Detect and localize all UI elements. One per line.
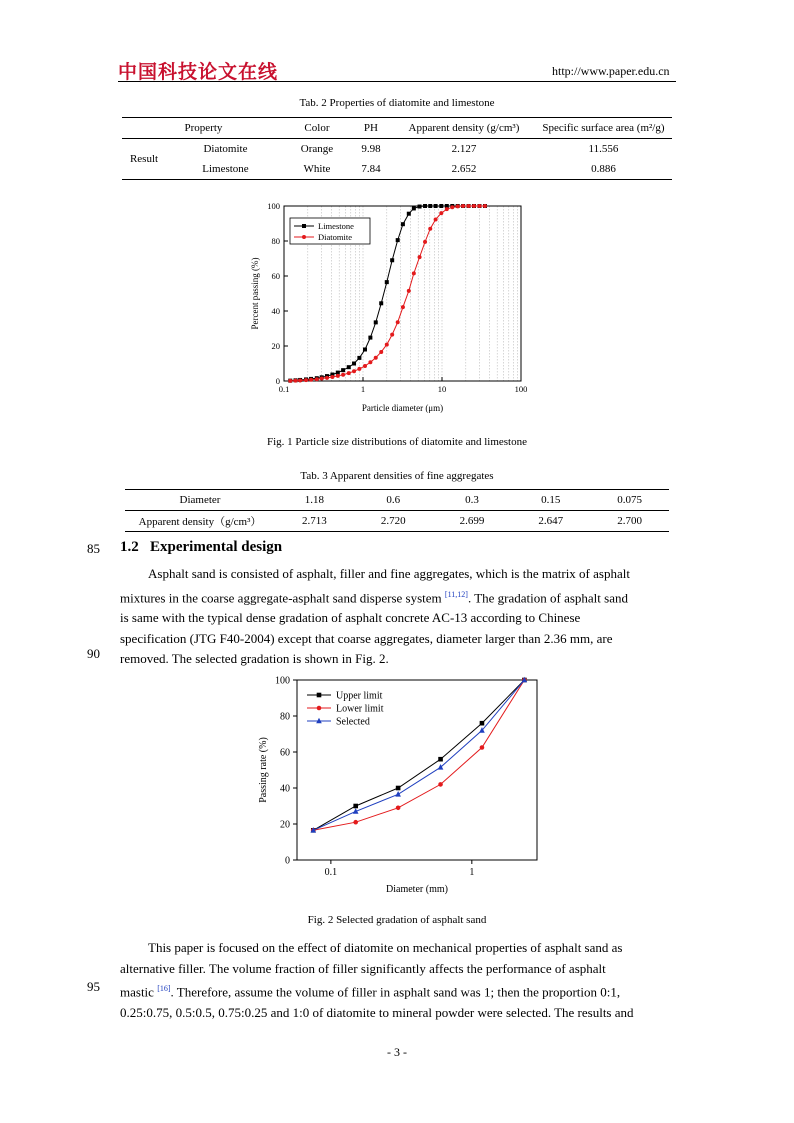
legend-marker	[302, 224, 306, 228]
data-point	[423, 204, 427, 208]
y-axis-label: Passing rate (%)	[258, 737, 269, 803]
table-cell: White	[303, 163, 331, 175]
fig1-chart	[240, 198, 540, 420]
table-cell: 2.720	[380, 515, 406, 527]
data-point	[456, 204, 460, 208]
legend-label: Upper limit	[336, 690, 383, 702]
data-point	[407, 212, 411, 216]
site-url[interactable]: http://www.paper.edu.cn	[552, 64, 670, 78]
data-point	[396, 238, 400, 242]
x-tick-label: 1	[469, 867, 475, 878]
column-header: 0.3	[433, 490, 512, 511]
x-tick-label: 0.1	[324, 867, 338, 878]
y-tick-label: 0	[275, 376, 280, 386]
line-number: 85	[87, 541, 100, 556]
data-point	[353, 820, 358, 825]
section-title: Experimental design	[150, 539, 283, 555]
y-tick-label: 40	[271, 306, 280, 316]
y-tick-label: 80	[271, 236, 280, 246]
section-heading	[120, 539, 282, 556]
paragraph-2	[120, 938, 674, 1023]
text-line: Asphalt sand is consisted of asphalt, filler and fine aggregates, which is the matrix of asphalt	[148, 566, 630, 581]
data-point	[341, 368, 345, 372]
section-number: 1.2	[120, 539, 139, 555]
data-point	[288, 379, 292, 383]
data-point	[401, 222, 405, 226]
data-point	[368, 336, 372, 340]
data-point	[320, 377, 324, 381]
site-logo: 中国科技论文在线	[118, 61, 279, 83]
text-line: removed. The selected gradation is shown in Fig. 2.	[120, 651, 389, 667]
legend-label: Limestone	[318, 221, 354, 231]
column-header: Property	[122, 118, 285, 139]
data-point	[353, 804, 358, 809]
table-row	[122, 139, 672, 160]
table-cell: 2.699	[459, 515, 485, 527]
column-header: Diameter	[125, 490, 275, 511]
text-line: alternative filler. The volume fraction of filler significantly affects the performance of asphalt	[120, 960, 606, 976]
data-point	[434, 217, 438, 221]
data-point	[396, 786, 401, 791]
data-point	[412, 271, 416, 275]
y-tick-label: 40	[280, 783, 290, 795]
data-point	[483, 204, 487, 208]
table-cell: 2.700	[617, 515, 642, 527]
data-point	[428, 204, 432, 208]
data-point	[341, 373, 345, 377]
fig1-caption: Fig. 1 Particle size distributions of diatomite and limestone	[267, 436, 527, 448]
y-tick-label: 100	[267, 201, 280, 211]
data-point	[412, 206, 416, 210]
data-point	[336, 374, 340, 378]
row-label: Apparent density（g/cm³）	[138, 516, 262, 528]
data-point	[347, 371, 351, 375]
data-point	[390, 258, 394, 262]
legend-label: Lower limit	[336, 703, 384, 715]
table-header-row	[125, 490, 669, 511]
table-cell: 2.713	[302, 515, 327, 527]
y-tick-label: 0	[285, 855, 290, 867]
column-header: Apparent density (g/cm³)	[393, 118, 535, 139]
citation-link[interactable]: [16]	[157, 984, 171, 993]
table-cell: 2.647	[538, 515, 564, 527]
data-point	[461, 204, 465, 208]
data-point	[480, 745, 485, 750]
line-number: 90	[87, 646, 100, 661]
data-point	[480, 721, 485, 726]
tab2-caption: Tab. 2 Properties of diatomite and limestone	[299, 97, 495, 109]
column-header: 0.075	[590, 490, 669, 511]
data-point	[401, 305, 405, 309]
data-point	[439, 211, 443, 215]
y-tick-label: 80	[280, 711, 290, 723]
fig2-caption: Fig. 2 Selected gradation of asphalt sand	[307, 914, 487, 926]
column-header: 1.18	[275, 490, 354, 511]
column-header: Specific surface area (m²/g)	[535, 118, 672, 139]
text-line: mastic [16]. Therefore, assume the volume of filler in asphalt sand was 1; then the proportion 0:1,	[120, 984, 621, 1000]
data-point	[315, 377, 319, 381]
x-tick-label: 1	[360, 384, 366, 394]
tab3-table	[125, 489, 669, 532]
x-tick-label: 100	[514, 384, 528, 394]
plot-frame	[297, 680, 537, 860]
data-point	[298, 378, 302, 382]
text-line: specification (JTG F40-2004) except that coarse aggregates, diameter larger than 2.36 mm, are	[120, 630, 613, 646]
data-point	[379, 301, 383, 305]
table-row	[122, 159, 672, 180]
data-point	[439, 204, 443, 208]
data-point	[445, 207, 449, 211]
data-point	[368, 360, 372, 364]
data-point	[294, 379, 298, 383]
y-tick-label: 100	[275, 675, 290, 687]
x-tick-label: 10	[437, 384, 447, 394]
data-point	[434, 204, 438, 208]
y-axis-label: Percent passing (%)	[250, 257, 260, 330]
data-point	[309, 378, 313, 382]
data-point	[396, 320, 400, 324]
y-tick-label: 60	[280, 747, 290, 759]
table-header-row	[122, 118, 672, 139]
legend-marker	[302, 235, 306, 239]
table-cell: Diatomite	[203, 143, 248, 155]
legend-marker	[317, 706, 322, 711]
data-point	[423, 240, 427, 244]
fig2-chart	[250, 672, 550, 897]
header-rule	[118, 81, 676, 82]
paragraph-1	[120, 564, 674, 670]
text-line: This paper is focused on the effect of diatomite on mechanical properties of asphalt sand as	[148, 940, 623, 955]
text-line: mixtures in the coarse aggregate-asphalt sand disperse system [11,12]. The gradation of asphalt sand	[120, 589, 628, 605]
data-point	[418, 255, 422, 259]
data-point	[304, 378, 308, 382]
table-cell: 11.556	[588, 143, 619, 155]
column-header: 0.15	[511, 490, 590, 511]
page-number: - 3 -	[387, 1045, 407, 1059]
x-axis-label: Particle diameter (μm)	[361, 403, 444, 413]
data-point	[325, 376, 329, 380]
data-point	[467, 204, 471, 208]
data-point	[379, 350, 383, 354]
y-tick-label: 20	[271, 341, 280, 351]
column-header: Color	[285, 118, 349, 139]
y-tick-label: 20	[280, 819, 290, 831]
table-row	[125, 511, 669, 532]
data-point	[438, 782, 443, 787]
data-point	[352, 362, 356, 366]
table-cell: 7.84	[361, 163, 381, 175]
data-point	[330, 375, 334, 379]
data-point	[407, 289, 411, 293]
line-number: 95	[87, 979, 100, 994]
data-point	[418, 205, 422, 209]
column-header: 0.6	[354, 490, 433, 511]
tab3-caption: Tab. 3 Apparent densities of fine aggregates	[300, 470, 494, 482]
y-tick-label: 60	[271, 271, 280, 281]
table-cell: 0.886	[591, 163, 616, 175]
table-cell: 9.98	[361, 143, 381, 155]
text-line: 0.25:0.75, 0.5:0.5, 0.75:0.25 and 1:0 of diatomite to mineral powder were selected. The results and	[120, 1004, 634, 1020]
data-point	[347, 365, 351, 369]
legend-label: Selected	[336, 716, 370, 728]
legend-label: Diatomite	[318, 232, 352, 242]
data-point	[357, 367, 361, 371]
data-point	[438, 764, 444, 770]
text-line: is same with the typical dense gradation of asphalt concrete AC-13 according to Chinese	[120, 610, 581, 626]
data-point	[477, 204, 481, 208]
data-point	[472, 204, 476, 208]
data-point	[438, 757, 443, 762]
data-point	[385, 343, 389, 347]
table-cell: 2.652	[451, 163, 477, 175]
table-cell: Orange	[300, 143, 334, 155]
column-header: PH	[349, 118, 393, 139]
data-point	[428, 227, 432, 231]
data-point	[450, 205, 454, 209]
data-point	[374, 320, 378, 324]
data-point	[363, 364, 367, 368]
data-point	[396, 806, 401, 811]
data-point	[357, 356, 361, 360]
data-point	[390, 333, 394, 337]
table-cell: Limestone	[202, 163, 249, 175]
data-point	[363, 348, 367, 352]
data-point	[385, 280, 389, 284]
data-point	[395, 791, 401, 797]
x-tick-label: 0.1	[278, 384, 290, 394]
table-cell: 2.127	[451, 143, 477, 155]
legend-marker	[317, 693, 322, 698]
x-axis-label: Diameter (mm)	[386, 884, 448, 895]
data-point	[352, 369, 356, 373]
data-point	[374, 356, 378, 360]
tab2-table	[122, 117, 672, 180]
citation-link[interactable]: [11,12]	[444, 589, 468, 599]
row-group-label: Result	[129, 153, 159, 165]
